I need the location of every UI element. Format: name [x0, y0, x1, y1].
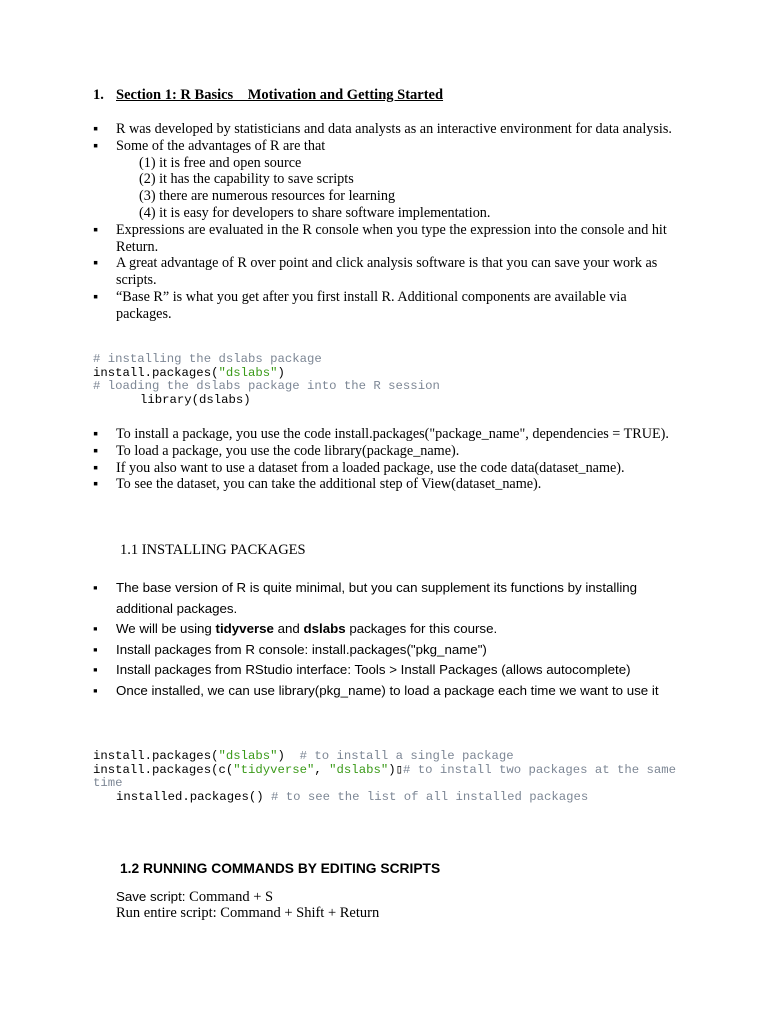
list-item: ▪ Install packages from R console: install.packages("pkg_name") [93, 640, 683, 661]
list-item: ▪ To see the dataset, you can take the additional step of View(dataset_name). [93, 476, 542, 493]
bullet-marker: ▪ [93, 459, 99, 476]
bullet-marker: ▪ [93, 442, 99, 459]
code-line: installed.packages() # to see the list of all installed packages [116, 789, 589, 804]
bullet-marker: ▪ [93, 288, 99, 305]
section-1-heading [93, 87, 443, 104]
list-item: ▪ If you also want to use a dataset from a loaded package, use the code data(dataset_name). [93, 459, 625, 476]
advantage-item: (3) there are numerous resources for learning [139, 188, 396, 205]
list-item: ▪ Once installed, we can use library(pkg_name) to load a package each time we want to use it [93, 681, 683, 702]
list-item: ▪ Expressions are evaluated in the R console when you type the expression into the console and hit Return. [93, 221, 667, 255]
code-line: install.packages("dslabs") [93, 365, 285, 380]
bullet-marker: ▪ [93, 621, 98, 636]
bullet-marker: ▪ [93, 255, 99, 272]
code-block-dslabs [93, 353, 440, 407]
installing-packages-bullets [93, 578, 683, 701]
bullet-marker: ▪ [93, 662, 98, 677]
bullet-marker: ▪ [93, 682, 98, 698]
advantage-item: (2) it has the capability to save scripts [139, 171, 354, 188]
section-number: 1. [93, 87, 104, 103]
advantage-item: (1) it is free and open source [139, 154, 302, 171]
bullet-marker: ▪ [93, 580, 98, 595]
save-script-line: Save script: Command + S [116, 889, 274, 905]
list-item: ▪ A great advantage of R over point and click analysis software is that you can save your work as scripts. [93, 255, 658, 289]
list-item: ▪ To load a package, you use the code library(package_name). [93, 442, 460, 459]
bullet-marker: ▪ [93, 137, 99, 154]
section-1-2-heading: 1.2 RUNNING COMMANDS BY EDITING SCRIPTS [120, 861, 441, 876]
list-item: ▪ Install packages from RStudio interface: Tools > Install Packages (allows autocomplete) [93, 660, 683, 681]
bullet-marker: ▪ [93, 221, 99, 238]
list-item: ▪ To install a package, you use the code install.packages("package_name", dependencies = TRUE). [93, 426, 669, 442]
code-comment: # loading the dslabs package into the R session [93, 379, 440, 394]
bullet-marker: ▪ [93, 426, 99, 442]
list-item: ▪ We will be using tidyverse and dslabs packages for this course. [93, 619, 683, 640]
list-item: ▪ Some of the advantages of R are that (1) it is free and open source (2) it has the capability to save scripts (3) there are numerous resources for learning (4) it is easy for developers to share software implementation. [93, 138, 683, 222]
section-1-1-heading: 1.1 INSTALLING PACKAGES [120, 542, 306, 558]
list-item: ▪ The base version of R is quite minimal, but you can supplement its functions by installing additional packages. [93, 580, 638, 616]
run-script-line: Run entire script: Command + Shift + Return [116, 905, 380, 921]
code-comment: # installing the dslabs package [93, 352, 322, 366]
code-block-install [93, 750, 676, 804]
list-item: ▪ “Base R” is what you get after you first install R. Additional components are available via packages. [93, 288, 627, 322]
package-usage-bullets [93, 426, 683, 493]
code-line: library(dslabs) [140, 392, 251, 407]
section-title: Section 1: R Basics Motivation and Getting Started [116, 87, 444, 103]
code-line: install.packages(c("tidyverse", "dslabs")▯# to install two packages at the same [93, 762, 677, 777]
section-1-bullets [93, 121, 683, 323]
list-item: ▪ R was developed by statisticians and data analysts as an interactive environment for data analysis. [93, 121, 672, 137]
code-line: install.packages("dslabs") # to install a single package [93, 749, 514, 763]
code-comment: time [93, 776, 123, 791]
bullet-marker: ▪ [93, 641, 98, 657]
advantage-item: (4) it is easy for developers to share software implementation. [139, 204, 491, 221]
bullet-marker: ▪ [93, 476, 99, 493]
bullet-marker: ▪ [93, 121, 99, 137]
